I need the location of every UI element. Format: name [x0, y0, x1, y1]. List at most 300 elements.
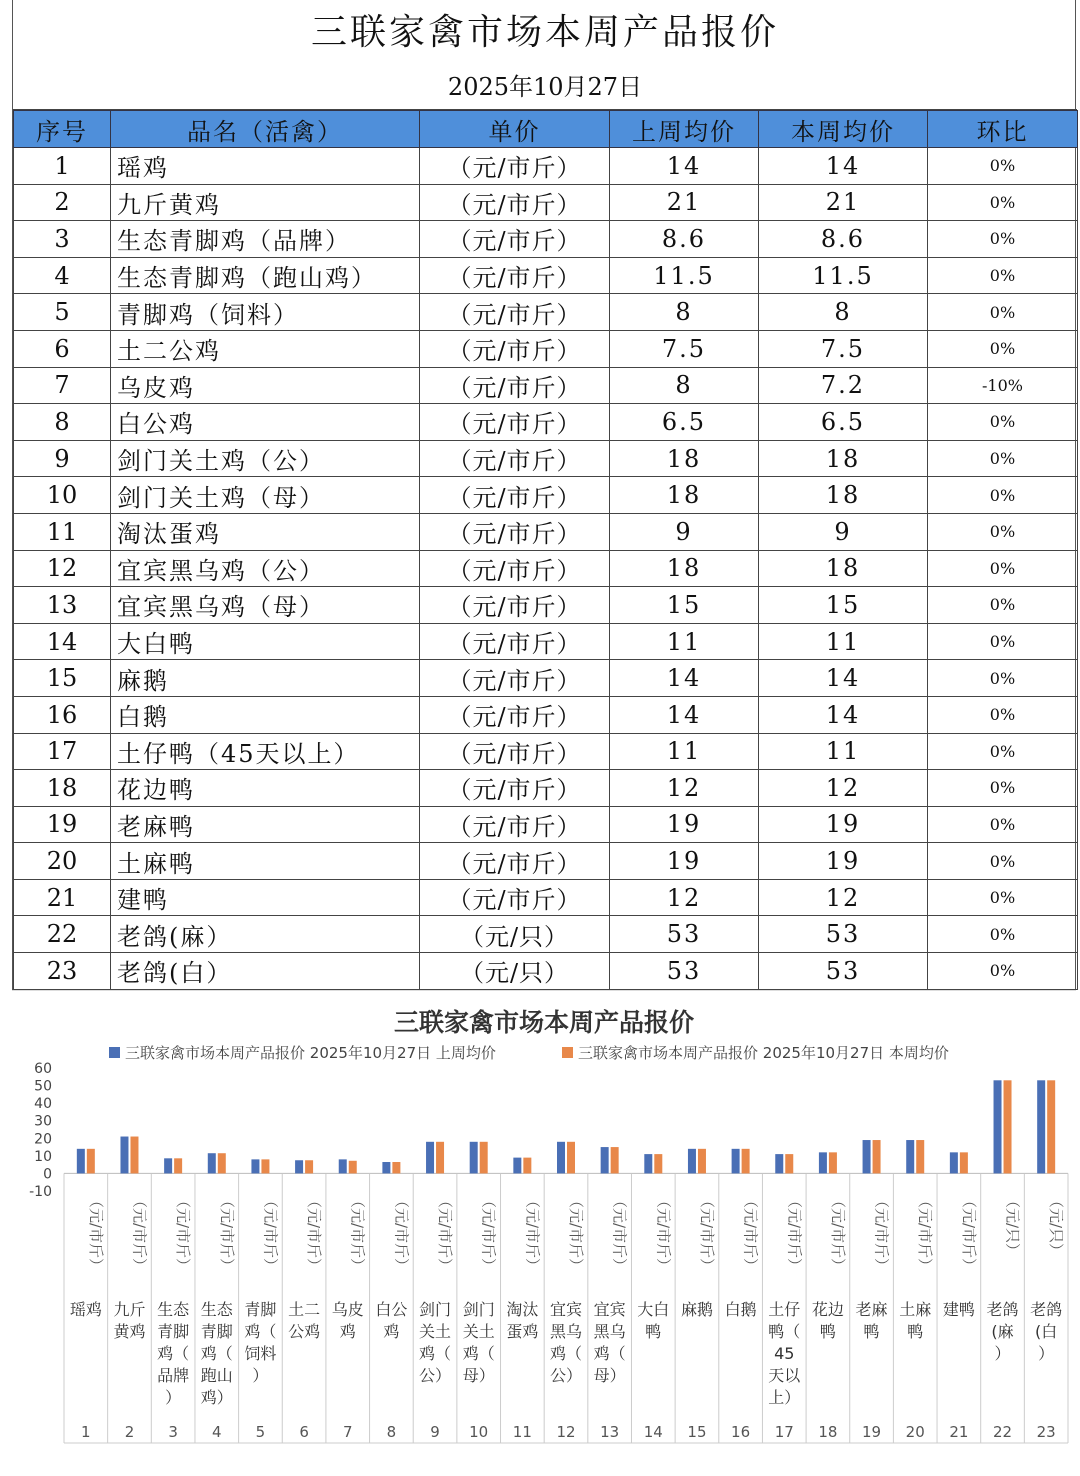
x-category-label: 土仔鸭（ 45 天以上） — [768, 1300, 801, 1407]
x-category-label: 淘汰蛋鸡 — [506, 1300, 539, 1341]
bar-last-week — [688, 1149, 696, 1174]
x-category-label: 大白鸭 — [637, 1300, 670, 1341]
row-unit: （元/市斤） — [420, 513, 610, 550]
bar-last-week — [382, 1162, 390, 1173]
x-index-label: 8 — [386, 1423, 397, 1441]
table-header-row — [14, 111, 1078, 148]
x-unit-label: （元/市斤） — [86, 1193, 105, 1274]
x-category-label: 剑门关土鸡（公） — [419, 1300, 452, 1385]
row-change: -10% — [928, 367, 1078, 404]
bar-last-week — [863, 1140, 871, 1173]
x-category-label: 生态青脚鸡（品牌） — [157, 1300, 190, 1407]
row-last-week-price: 14 — [610, 660, 759, 697]
x-unit-label: （元/市斤） — [217, 1193, 236, 1274]
row-this-week-price: 53 — [759, 916, 928, 953]
row-seq: 21 — [14, 879, 111, 916]
row-last-week-price: 18 — [610, 440, 759, 477]
x-index-label: 23 — [1036, 1423, 1056, 1441]
row-this-week-price: 14 — [759, 696, 928, 733]
x-index-label: 22 — [992, 1423, 1013, 1441]
row-seq: 16 — [14, 696, 111, 733]
row-seq: 1 — [14, 148, 111, 185]
row-this-week-price: 11.5 — [759, 257, 928, 294]
y-tick-label: 40 — [34, 1096, 52, 1113]
table-row — [14, 148, 1078, 185]
row-unit: （元/市斤） — [420, 733, 610, 770]
row-product-name: 淘汰蛋鸡 — [111, 513, 420, 550]
row-product-name: 生态青脚鸡（品牌） — [111, 221, 420, 258]
row-last-week-price: 8 — [610, 367, 759, 404]
row-unit: （元/市斤） — [420, 440, 610, 477]
row-last-week-price: 15 — [610, 587, 759, 624]
x-unit-label: （元/市斤） — [654, 1193, 673, 1274]
row-seq: 3 — [14, 221, 111, 258]
row-unit: （元/市斤） — [420, 148, 610, 185]
row-product-name: 剑门关土鸡（公） — [111, 440, 420, 477]
x-unit-label: （元/市斤） — [130, 1193, 149, 1274]
table-row — [14, 623, 1078, 660]
row-this-week-price: 8 — [759, 294, 928, 331]
bar-this-week — [349, 1161, 357, 1174]
row-change: 0% — [928, 550, 1078, 587]
row-product-name: 麻鹅 — [111, 660, 420, 697]
x-unit-label: （元/市斤） — [174, 1193, 193, 1274]
x-index-label: 19 — [862, 1423, 882, 1441]
x-index-label: 4 — [212, 1423, 222, 1441]
row-product-name: 大白鸭 — [111, 623, 420, 660]
row-unit: （元/只） — [420, 953, 610, 990]
row-last-week-price: 12 — [610, 879, 759, 916]
x-index-label: 13 — [600, 1423, 620, 1441]
bar-last-week — [77, 1149, 85, 1174]
bar-this-week — [305, 1160, 313, 1173]
row-seq: 2 — [14, 184, 111, 221]
row-product-name: 白公鸡 — [111, 404, 420, 441]
row-change: 0% — [928, 513, 1078, 550]
x-index-label: 3 — [168, 1423, 178, 1441]
row-change: 0% — [928, 294, 1078, 331]
row-unit: （元/市斤） — [420, 257, 610, 294]
x-category-label: 青脚鸡（饲料） — [244, 1300, 277, 1385]
row-last-week-price: 53 — [610, 916, 759, 953]
x-index-label: 16 — [731, 1423, 751, 1441]
x-category-label: 土二公鸡 — [288, 1300, 321, 1341]
x-index-label: 1 — [81, 1423, 91, 1441]
row-change: 0% — [928, 477, 1078, 514]
row-change: 0% — [928, 148, 1078, 185]
row-unit: （元/市斤） — [420, 623, 610, 660]
table-row — [14, 550, 1078, 587]
legend-swatch-this-week — [562, 1047, 573, 1058]
row-unit: （元/市斤） — [420, 843, 610, 880]
row-unit: （元/市斤） — [420, 330, 610, 367]
table-row — [14, 330, 1078, 367]
table-row — [14, 770, 1078, 807]
row-product-name: 土仔鸭（45天以上） — [111, 733, 420, 770]
chart-title: 三联家禽市场本周产品报价 — [393, 1008, 695, 1037]
row-this-week-price: 19 — [759, 843, 928, 880]
row-seq: 12 — [14, 550, 111, 587]
row-this-week-price: 53 — [759, 953, 928, 990]
x-index-label: 21 — [949, 1423, 969, 1441]
x-index-label: 5 — [255, 1423, 266, 1441]
row-change: 0% — [928, 184, 1078, 221]
row-change: 0% — [928, 404, 1078, 441]
x-index-label: 11 — [512, 1423, 532, 1441]
row-seq: 17 — [14, 733, 111, 770]
bar-this-week — [436, 1142, 444, 1174]
bar-last-week — [251, 1159, 259, 1173]
x-index-label: 2 — [124, 1423, 135, 1441]
row-last-week-price: 12 — [610, 770, 759, 807]
price-chart — [12, 990, 1076, 1471]
x-index-label: 14 — [643, 1423, 663, 1441]
x-category-label: 老鸽(白） — [1030, 1300, 1063, 1363]
bar-this-week — [785, 1154, 793, 1173]
x-index-label: 6 — [299, 1423, 309, 1441]
x-index-label: 12 — [556, 1423, 576, 1441]
bar-this-week — [654, 1154, 662, 1173]
bar-this-week — [392, 1162, 400, 1173]
row-seq: 18 — [14, 770, 111, 807]
table-row — [14, 294, 1078, 331]
row-unit: （元/市斤） — [420, 806, 610, 843]
x-index-label: 18 — [818, 1423, 838, 1441]
row-change: 0% — [928, 916, 1078, 953]
row-last-week-price: 7.5 — [610, 330, 759, 367]
row-change: 0% — [928, 770, 1078, 807]
row-product-name: 老麻鸭 — [111, 806, 420, 843]
bar-this-week — [873, 1140, 881, 1173]
row-seq: 14 — [14, 623, 111, 660]
row-unit: （元/只） — [420, 916, 610, 953]
x-category-label: 瑶鸡 — [69, 1300, 102, 1319]
bar-last-week — [513, 1158, 521, 1174]
x-category-label: 乌皮鸡 — [331, 1300, 364, 1341]
row-last-week-price: 11 — [610, 623, 759, 660]
legend-label-this-week: 三联家禽市场本周产品报价 2025年10月27日 本周均价 — [578, 1044, 949, 1062]
x-category-label: 老鸽(麻） — [986, 1300, 1019, 1363]
bar-this-week — [87, 1149, 95, 1174]
x-unit-label: （元/只） — [1047, 1193, 1066, 1259]
row-this-week-price: 15 — [759, 587, 928, 624]
table-row — [14, 696, 1078, 733]
row-change: 0% — [928, 440, 1078, 477]
price-table — [13, 110, 1078, 990]
row-product-name: 乌皮鸡 — [111, 367, 420, 404]
bar-last-week — [950, 1152, 958, 1173]
y-tick-label: 0 — [43, 1166, 52, 1183]
row-change: 0% — [928, 257, 1078, 294]
x-index-label: 9 — [430, 1423, 440, 1441]
row-change: 0% — [928, 221, 1078, 258]
row-this-week-price: 19 — [759, 806, 928, 843]
row-this-week-price: 14 — [759, 660, 928, 697]
table-row — [14, 587, 1078, 624]
row-unit: （元/市斤） — [420, 477, 610, 514]
row-product-name: 老鸽(白） — [111, 953, 420, 990]
row-this-week-price: 12 — [759, 879, 928, 916]
bar-this-week — [829, 1152, 837, 1173]
table-row — [14, 440, 1078, 477]
bar-this-week — [567, 1142, 575, 1174]
y-tick-label: 20 — [34, 1131, 52, 1148]
row-product-name: 宜宾黑乌鸡（公） — [111, 550, 420, 587]
y-tick-label: 60 — [34, 1061, 52, 1077]
row-this-week-price: 7.2 — [759, 367, 928, 404]
bar-this-week — [218, 1153, 226, 1173]
x-unit-label: （元/市斤） — [959, 1193, 978, 1274]
row-unit: （元/市斤） — [420, 367, 610, 404]
row-change: 0% — [928, 733, 1078, 770]
x-unit-label: （元/市斤） — [785, 1193, 804, 1274]
row-unit: （元/市斤） — [420, 221, 610, 258]
row-this-week-price: 18 — [759, 440, 928, 477]
table-row — [14, 879, 1078, 916]
row-last-week-price: 21 — [610, 184, 759, 221]
bar-this-week — [742, 1149, 750, 1174]
row-unit: （元/市斤） — [420, 404, 610, 441]
row-this-week-price: 6.5 — [759, 404, 928, 441]
row-change: 0% — [928, 660, 1078, 697]
row-seq: 13 — [14, 587, 111, 624]
bar-this-week — [174, 1158, 182, 1173]
legend-label-last-week: 三联家禽市场本周产品报价 2025年10月27日 上周均价 — [125, 1044, 496, 1062]
bar-last-week — [1037, 1080, 1045, 1173]
y-tick-label: -10 — [29, 1184, 52, 1200]
row-unit: （元/市斤） — [420, 770, 610, 807]
row-seq: 10 — [14, 477, 111, 514]
bar-this-week — [1004, 1080, 1012, 1173]
bar-this-week — [480, 1142, 488, 1174]
bar-last-week — [339, 1159, 347, 1173]
bar-this-week — [130, 1137, 138, 1174]
row-this-week-price: 18 — [759, 477, 928, 514]
row-change: 0% — [928, 696, 1078, 733]
x-unit-label: （元/市斤） — [741, 1193, 760, 1274]
x-category-label: 土麻鸭 — [899, 1300, 932, 1341]
row-seq: 6 — [14, 330, 111, 367]
row-this-week-price: 12 — [759, 770, 928, 807]
row-product-name: 青脚鸡（饲料） — [111, 294, 420, 331]
x-index-label: 10 — [469, 1423, 489, 1441]
x-unit-label: （元/市斤） — [916, 1193, 935, 1274]
row-product-name: 土麻鸭 — [111, 843, 420, 880]
x-category-label: 花边鸭 — [811, 1300, 844, 1341]
price-sheet — [12, 0, 1076, 990]
row-unit: （元/市斤） — [420, 587, 610, 624]
row-seq: 7 — [14, 367, 111, 404]
row-product-name: 九斤黄鸡 — [111, 184, 420, 221]
bar-last-week — [120, 1137, 128, 1174]
row-seq: 20 — [14, 843, 111, 880]
x-category-label: 剑门关土鸡（母） — [462, 1300, 495, 1385]
row-last-week-price: 11 — [610, 733, 759, 770]
row-last-week-price: 19 — [610, 806, 759, 843]
bar-last-week — [601, 1147, 609, 1173]
row-last-week-price: 14 — [610, 696, 759, 733]
row-product-name: 建鸭 — [111, 879, 420, 916]
bar-last-week — [470, 1142, 478, 1174]
table-row — [14, 953, 1078, 990]
row-product-name: 白鹅 — [111, 696, 420, 733]
table-row — [14, 367, 1078, 404]
bar-this-week — [523, 1158, 531, 1174]
bar-this-week — [916, 1140, 924, 1173]
bar-last-week — [644, 1154, 652, 1173]
bar-last-week — [994, 1080, 1002, 1173]
bar-last-week — [164, 1158, 172, 1173]
table-row — [14, 660, 1078, 697]
row-change: 0% — [928, 843, 1078, 880]
row-this-week-price: 11 — [759, 623, 928, 660]
row-change: 0% — [928, 953, 1078, 990]
row-last-week-price: 8.6 — [610, 221, 759, 258]
chart-svg — [12, 991, 1076, 1471]
bar-this-week — [611, 1147, 619, 1173]
table-row — [14, 806, 1078, 843]
header-last-week: 上周均价 — [610, 111, 759, 148]
row-this-week-price: 8.6 — [759, 221, 928, 258]
sheet-date: 2025年10月27日 — [13, 64, 1077, 110]
row-last-week-price: 18 — [610, 477, 759, 514]
header-change: 环比 — [928, 111, 1078, 148]
bar-this-week — [261, 1159, 269, 1173]
x-unit-label: （元/市斤） — [567, 1193, 585, 1274]
row-seq: 22 — [14, 916, 111, 953]
legend-swatch-last-week — [109, 1047, 120, 1058]
row-this-week-price: 11 — [759, 733, 928, 770]
x-index-label: 7 — [342, 1423, 353, 1441]
row-last-week-price: 14 — [610, 148, 759, 185]
bar-last-week — [775, 1154, 783, 1173]
row-last-week-price: 19 — [610, 843, 759, 880]
x-unit-label: （元/市斤） — [523, 1193, 542, 1274]
row-unit: （元/市斤） — [420, 660, 610, 697]
row-product-name: 宜宾黑乌鸡（母） — [111, 587, 420, 624]
header-seq: 序号 — [14, 111, 111, 148]
row-change: 0% — [928, 587, 1078, 624]
row-product-name: 土二公鸡 — [111, 330, 420, 367]
row-change: 0% — [928, 806, 1078, 843]
row-seq: 8 — [14, 404, 111, 441]
row-unit: （元/市斤） — [420, 294, 610, 331]
bar-last-week — [208, 1153, 216, 1173]
row-this-week-price: 14 — [759, 148, 928, 185]
bar-last-week — [906, 1140, 914, 1173]
x-category-label: 九斤黄鸡 — [113, 1300, 146, 1341]
row-last-week-price: 53 — [610, 953, 759, 990]
row-this-week-price: 18 — [759, 550, 928, 587]
table-row — [14, 916, 1078, 953]
x-category-label: 宜宾黑乌鸡（母） — [593, 1300, 626, 1385]
bar-last-week — [557, 1142, 565, 1174]
y-tick-label: 10 — [34, 1148, 52, 1165]
row-change: 0% — [928, 330, 1078, 367]
header-name: 品名（活禽） — [111, 111, 420, 148]
row-seq: 15 — [14, 660, 111, 697]
sheet-title: 三联家禽市场本周产品报价 — [310, 12, 779, 53]
row-seq: 9 — [14, 440, 111, 477]
row-change: 0% — [928, 623, 1078, 660]
bar-last-week — [295, 1160, 303, 1173]
x-category-label: 建鸭 — [942, 1300, 975, 1319]
bar-this-week — [1047, 1080, 1055, 1173]
header-this-week: 本周均价 — [759, 111, 928, 148]
row-product-name: 花边鸭 — [111, 770, 420, 807]
row-last-week-price: 8 — [610, 294, 759, 331]
table-row — [14, 513, 1078, 550]
table-row — [14, 733, 1078, 770]
x-category-label: 老麻鸭 — [855, 1300, 888, 1341]
bar-last-week — [819, 1152, 827, 1173]
row-seq: 23 — [14, 953, 111, 990]
x-unit-label: （元/市斤） — [305, 1193, 324, 1274]
x-index-label: 15 — [687, 1423, 707, 1441]
row-last-week-price: 6.5 — [610, 404, 759, 441]
row-seq: 5 — [14, 294, 111, 331]
row-seq: 11 — [14, 513, 111, 550]
x-category-label: 白公鸡 — [375, 1300, 408, 1341]
row-last-week-price: 11.5 — [610, 257, 759, 294]
bar-last-week — [732, 1149, 740, 1174]
bar-last-week — [426, 1142, 434, 1174]
row-product-name: 生态青脚鸡（跑山鸡） — [111, 257, 420, 294]
header-unit: 单价 — [420, 111, 610, 148]
row-product-name: 老鸽(麻） — [111, 916, 420, 953]
row-last-week-price: 9 — [610, 513, 759, 550]
row-unit: （元/市斤） — [420, 184, 610, 221]
row-unit: （元/市斤） — [420, 550, 610, 587]
table-row — [14, 257, 1078, 294]
x-index-label: 20 — [905, 1423, 925, 1441]
x-category-label: 宜宾黑乌鸡（公） — [549, 1300, 583, 1385]
x-unit-label: （元/市斤） — [828, 1193, 847, 1274]
y-tick-label: 50 — [34, 1078, 52, 1095]
x-unit-label: （元/市斤） — [348, 1193, 367, 1274]
x-index-label: 17 — [774, 1423, 794, 1441]
row-unit: （元/市斤） — [420, 696, 610, 733]
x-category-label: 麻鹅 — [680, 1300, 713, 1319]
row-seq: 19 — [14, 806, 111, 843]
x-category-label: 白鹅 — [724, 1300, 757, 1319]
row-last-week-price: 18 — [610, 550, 759, 587]
row-this-week-price: 7.5 — [759, 330, 928, 367]
x-unit-label: （元/市斤） — [392, 1193, 411, 1274]
bar-this-week — [698, 1149, 706, 1174]
x-unit-label: （元/市斤） — [610, 1193, 629, 1274]
row-change: 0% — [928, 879, 1078, 916]
table-row — [14, 184, 1078, 221]
row-unit: （元/市斤） — [420, 879, 610, 916]
x-unit-label: （元/市斤） — [872, 1193, 891, 1274]
row-this-week-price: 21 — [759, 184, 928, 221]
x-unit-label: （元/市斤） — [261, 1193, 280, 1274]
x-category-label: 生态青脚鸡（跑山鸡） — [200, 1300, 233, 1407]
bar-this-week — [960, 1152, 968, 1173]
row-this-week-price: 9 — [759, 513, 928, 550]
row-seq: 4 — [14, 257, 111, 294]
table-row — [14, 843, 1078, 880]
x-unit-label: （元/市斤） — [479, 1193, 498, 1274]
row-product-name: 剑门关土鸡（母） — [111, 477, 420, 514]
table-row — [14, 221, 1078, 258]
row-product-name: 瑶鸡 — [111, 148, 420, 185]
x-unit-label: （元/市斤） — [697, 1193, 716, 1274]
table-row — [14, 404, 1078, 441]
x-unit-label: （元/只） — [1003, 1193, 1022, 1259]
y-tick-label: 30 — [34, 1113, 52, 1130]
